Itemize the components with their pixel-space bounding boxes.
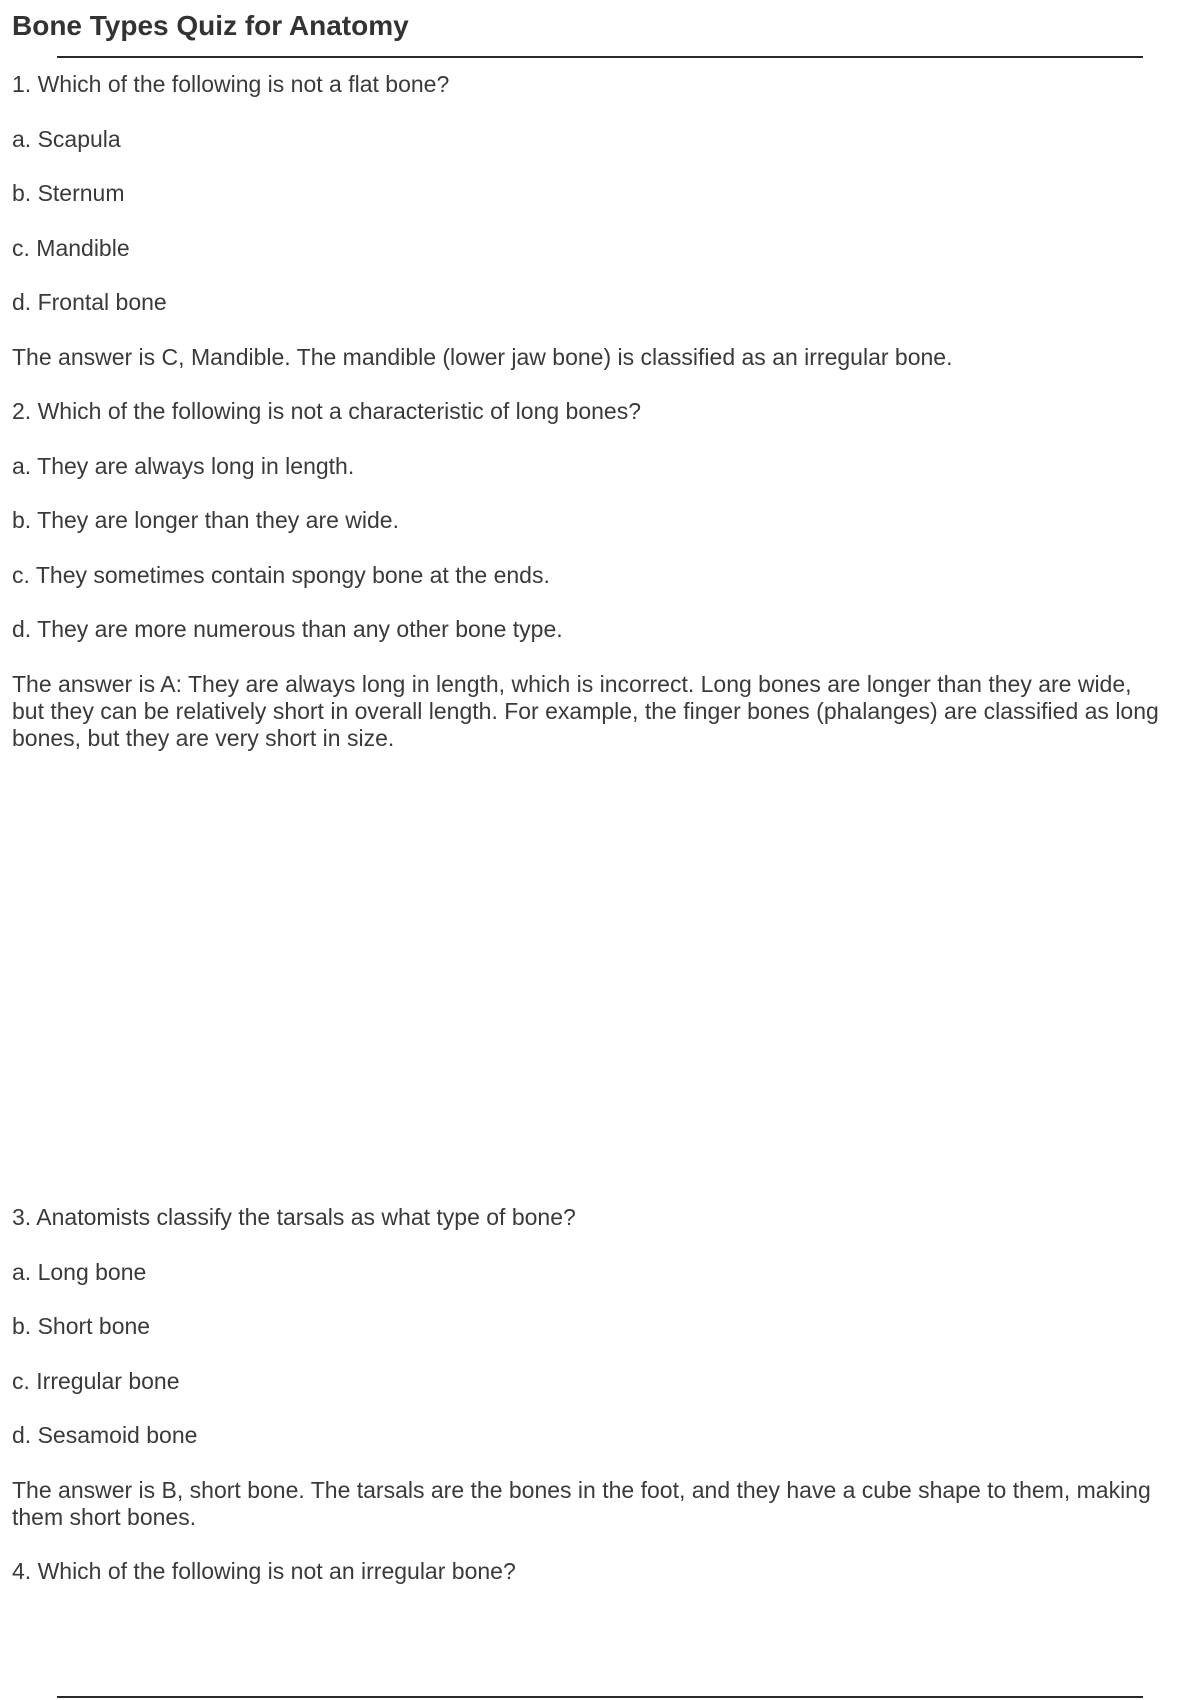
top-divider xyxy=(57,56,1143,58)
q2-answer-line: bones, but they are very short in size. xyxy=(12,725,395,751)
q2-answer xyxy=(12,671,1200,752)
question-2: 2. Which of the following is not a characteristic of long bones? xyxy=(12,398,642,424)
q2-answer-line: The answer is A: They are always long in length, which is incorrect. Long bones are longer than they are wide, xyxy=(12,671,1132,697)
question-3: 3. Anatomists classify the tarsals as what type of bone? xyxy=(12,1204,576,1230)
question-4: 4. Which of the following is not an irregular bone? xyxy=(12,1558,516,1584)
q3-option-b: b. Short bone xyxy=(12,1313,151,1339)
question-1: 1. Which of the following is not a flat bone? xyxy=(12,71,450,97)
q1-option-c: c. Mandible xyxy=(12,235,130,261)
q2-option-d: d. They are more numerous than any other bone type. xyxy=(12,616,563,642)
bottom-divider xyxy=(57,1696,1143,1698)
q1-option-d: d. Frontal bone xyxy=(12,289,167,315)
q3-answer-line: them short bones. xyxy=(12,1504,197,1530)
q1-option-b: b. Sternum xyxy=(12,180,125,206)
q3-answer xyxy=(12,1477,1200,1531)
q1-answer: The answer is C, Mandible. The mandible (lower jaw bone) is classified as an irregular bone. xyxy=(12,344,953,370)
q3-answer-line: The answer is B, short bone. The tarsals are the bones in the foot, and they have a cube shape to them, making xyxy=(12,1477,1151,1503)
q3-option-c: c. Irregular bone xyxy=(12,1368,180,1394)
q3-option-a: a. Long bone xyxy=(12,1259,147,1285)
q3-option-d: d. Sesamoid bone xyxy=(12,1422,198,1448)
q2-option-a: a. They are always long in length. xyxy=(12,453,355,479)
q2-option-c: c. They sometimes contain spongy bone at the ends. xyxy=(12,562,550,588)
q1-option-a: a. Scapula xyxy=(12,126,121,152)
q2-option-b: b. They are longer than they are wide. xyxy=(12,507,399,533)
page-title: Bone Types Quiz for Anatomy xyxy=(12,10,409,41)
q2-answer-line: but they can be relatively short in overall length. For example, the finger bones (phalanges) are classified as long xyxy=(12,698,1159,724)
